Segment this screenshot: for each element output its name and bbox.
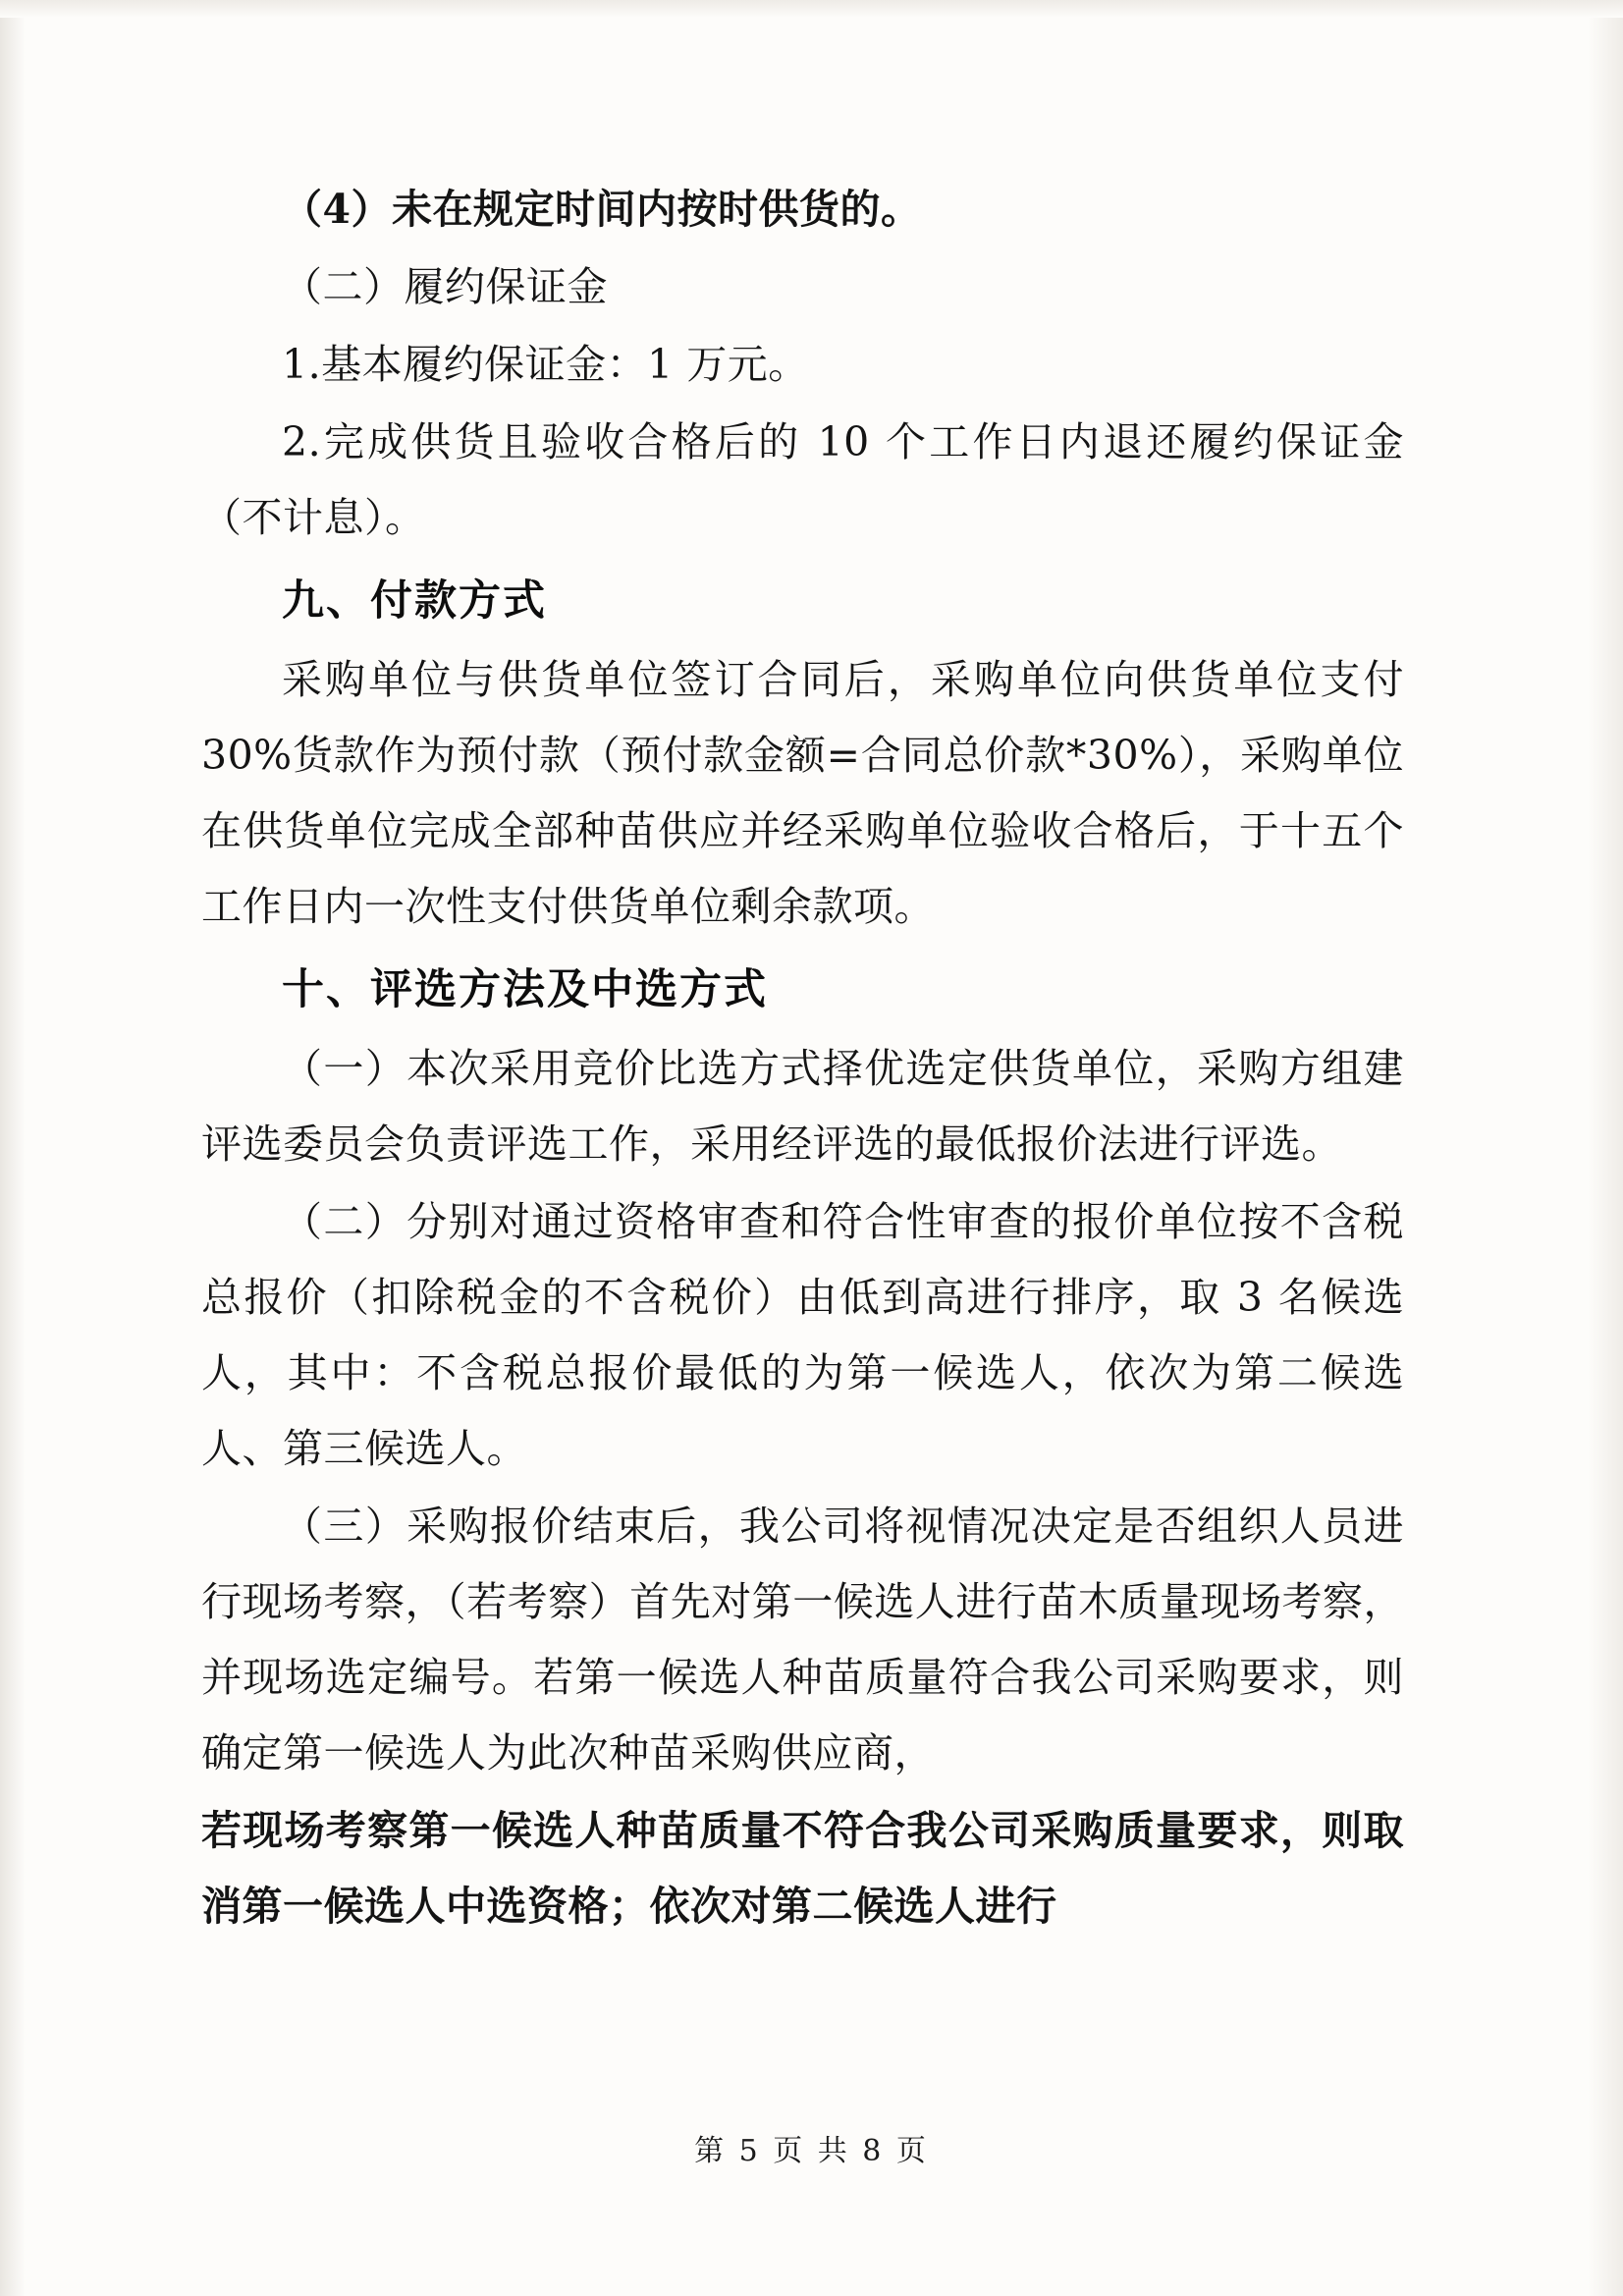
scan-edge-left [0, 0, 26, 2296]
paragraph-evaluation-3-continued: 若现场考察第一候选人种苗质量不符合我公司采购质量要求，则取消第一候选人中选资格；依次对第二候选人进行 [201, 1807, 1404, 1930]
paragraph-evaluation-3: （三）采购报价结束后，我公司将视情况决定是否组织人员进行现场考察，（若考察）首先对第一候选人进行苗木质量现场考察，并现场选定编号。若第一候选人种苗质量符合我公司采购要求，则确定第一候选人为此次种苗采购供应商， [201, 1503, 1404, 1777]
scan-edge-right [1588, 0, 1623, 2296]
document-body [201, 172, 1404, 1946]
scan-edge-top [0, 0, 1623, 18]
paragraph-item-4: （4）未在规定时间内按时供货的。 [282, 186, 922, 233]
heading-ten-evaluation-method: 十、评选方法及中选方式 [282, 965, 768, 1014]
paragraph-deposit-refund: 2.完成供货且验收合格后的 10 个工作日内退还履约保证金（不计息）。 [201, 418, 1404, 541]
paragraph-evaluation-2: （二）分别对通过资格审查和符合性审查的报价单位按不含税总报价（扣除税金的不含税价）由低到高进行排序，取 3 名候选人，其中：不含税总报价最低的为第一候选人，依次为第二候选人、第三候选人。 [201, 1198, 1404, 1472]
paragraph-evaluation-1: （一）本次采用竞价比选方式择优选定供货单位，采购方组建评选委员会负责评选工作，采用经评选的最低报价法进行评选。 [201, 1045, 1404, 1168]
paragraph-payment-terms: 采购单位与供货单位签订合同后，采购单位向供货单位支付 30%货款作为预付款（预付款金额=合同总价款*30%），采购单位在供货单位完成全部种苗供应并经采购单位验收合格后，于十五个工作日内一次性支付供货单位剩余款项。 [201, 656, 1404, 930]
paragraph-section-2-title: （二）履约保证金 [282, 263, 608, 310]
page-footer: 第 5 页 共 8 页 [694, 2134, 929, 2168]
paragraph-basic-deposit: 1.基本履约保证金：1 万元。 [282, 341, 809, 388]
heading-nine-payment-method: 九、付款方式 [282, 576, 547, 626]
